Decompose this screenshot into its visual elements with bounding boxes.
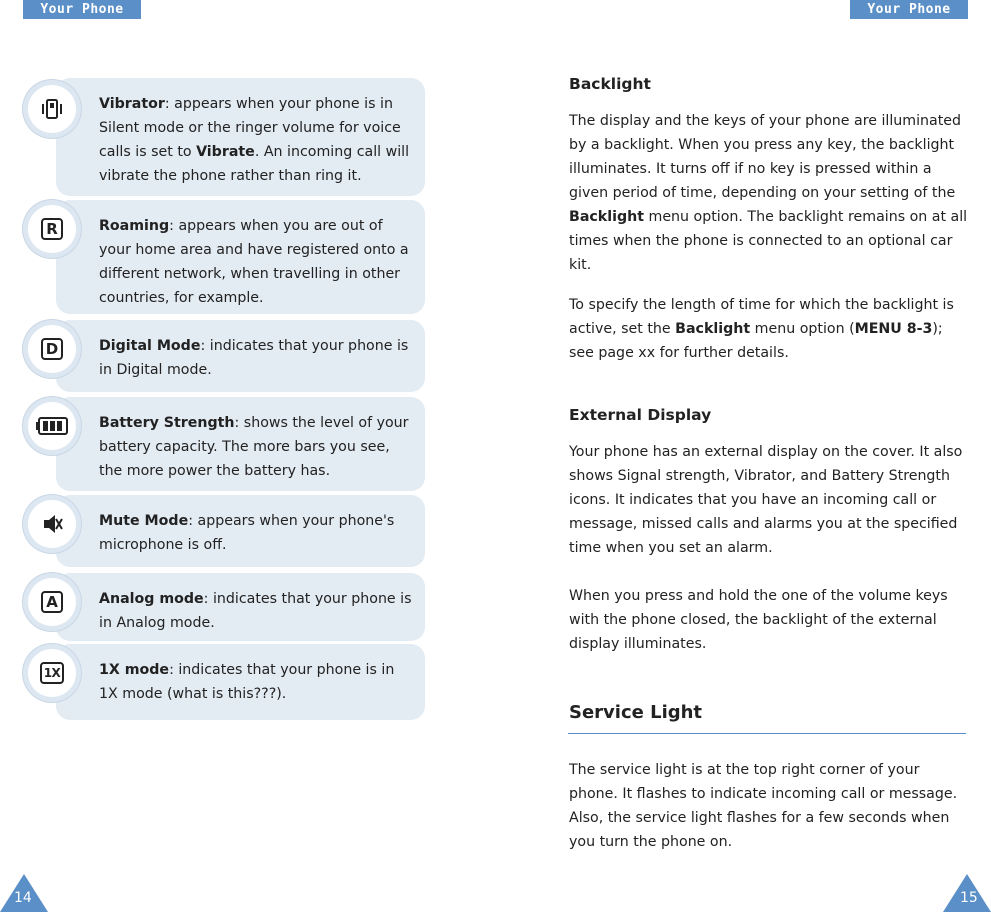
section-divider (568, 733, 966, 734)
icon-description: Battery Strength: shows the level of your battery capacity. The more bars you see, the more power the battery has. (99, 415, 409, 479)
icon-row-roaming (23, 200, 425, 314)
backlight-paragraph-2: To specify the length of time for which the backlight is active, set the Backlight menu option (MENU 8-3); see page xx for further details. (569, 297, 954, 361)
icon-description: Roaming: appears when you are out of your home area and have registered onto a different network, when travelling in other countries, for example. (99, 218, 409, 306)
icon-row-digital-mode (23, 320, 425, 392)
page-number-right: 15 (960, 890, 978, 906)
backlight-heading: Backlight (569, 75, 651, 93)
service-light-paragraph: The service light is at the top right corner of your phone. It flashes to indicate incoming call or message. Also, the service light flashes for a few seconds when you turn the phone on. (569, 762, 958, 850)
header-tab-right: Your Phone (850, 0, 968, 19)
icon-row-1x-mode (23, 644, 425, 720)
icon-disc (23, 573, 81, 631)
icon-disc (23, 397, 81, 455)
analog-mode-icon: A (41, 591, 63, 613)
icon-disc (23, 200, 81, 258)
battery-icon (35, 416, 69, 436)
icon-description: Vibrator: appears when your phone is in Silent mode or the ringer volume for voice calls is set to Vibrate. An incoming call will vibrate the phone rather than ring it. (99, 96, 410, 184)
page-number-left: 14 (14, 890, 32, 906)
icon-description: Digital Mode: indicates that your phone is in Digital mode. (99, 338, 409, 378)
icon-description: 1X mode: indicates that your phone is in 1X mode (what is this???). (99, 662, 395, 702)
icon-disc (23, 320, 81, 378)
external-display-paragraph-2: When you press and hold the one of the volume keys with the phone closed, the backlight of the external display illuminates. (569, 588, 948, 652)
icon-row-mute (23, 495, 425, 567)
roaming-icon: R (41, 218, 63, 240)
backlight-paragraph-1: The display and the keys of your phone are illuminated by a backlight. When you press any key, the backlight illuminates. It turns off if no key is pressed within a given period of time, depending on your setting of the Backlight menu option. The backlight remains on at all times when the phone is connected to an optional car kit. (569, 113, 968, 273)
icon-disc (23, 495, 81, 553)
icon-row-vibrator (23, 78, 425, 196)
icon-disc (23, 80, 81, 138)
digital-mode-icon: D (41, 338, 63, 360)
service-light-heading: Service Light (569, 702, 703, 723)
1x-mode-icon: 1X (40, 662, 64, 684)
external-display-paragraph-1: Your phone has an external display on the cover. It also shows Signal strength, Vibrator, and Battery Strength icons. It indicates that you have an incoming call or message, missed calls and alarms you at the specified time when you set an alarm. (569, 444, 963, 556)
header-tab-left: Your Phone (23, 0, 141, 19)
external-display-heading: External Display (569, 406, 712, 424)
mute-icon (39, 511, 65, 537)
icon-description: Mute Mode: appears when your phone's microphone is off. (99, 513, 395, 553)
icon-row-analog-mode (23, 573, 425, 641)
icon-description: Analog mode: indicates that your phone is in Analog mode. (99, 591, 412, 631)
vibrator-icon (39, 96, 65, 122)
icon-disc (23, 644, 81, 702)
icon-row-battery (23, 397, 425, 491)
